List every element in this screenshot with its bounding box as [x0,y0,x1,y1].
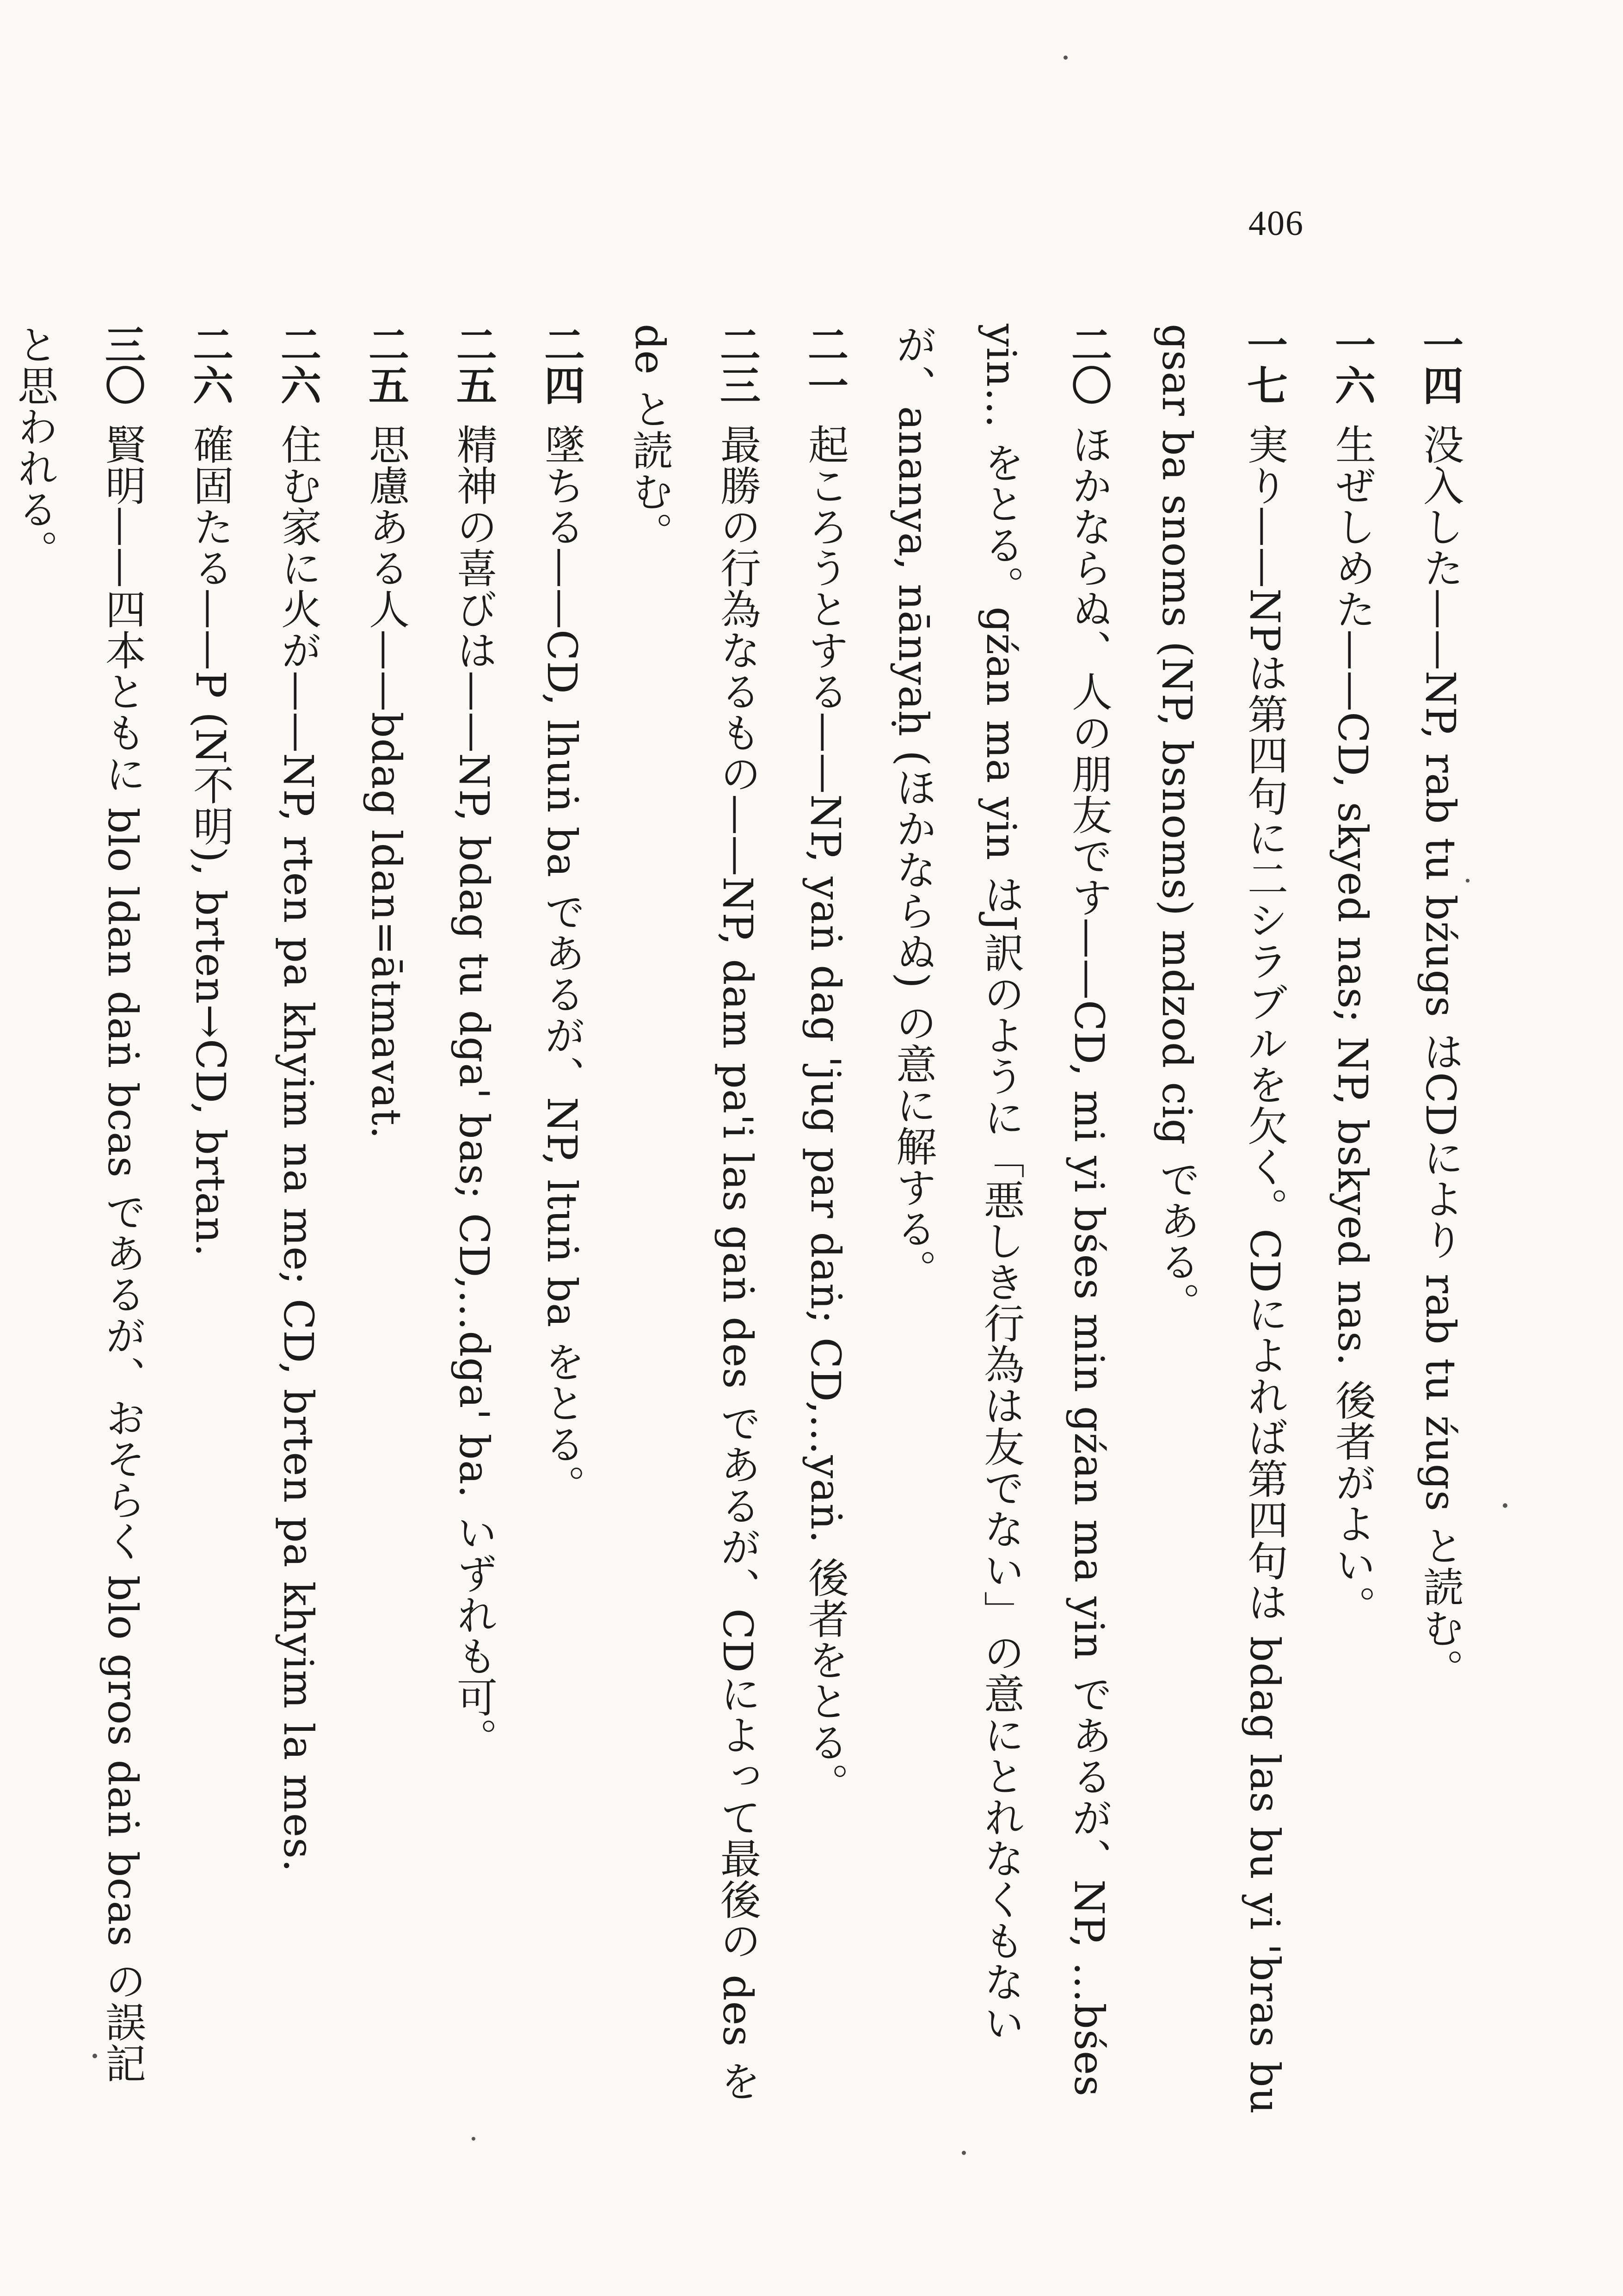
note-number: 一六 [1328,324,1377,405]
note-number: 二五 [362,324,410,405]
note-text: 実り——NPは第四句に二シラブルを欠く。CDによれば第四句は bdag las bu yi 'bras bu gsar ba snoms (NP, bsnoms) mdzod cig である。 [1153,324,1289,2115]
note-number: 二〇 [1065,324,1113,405]
note-number: 二三 [713,324,762,405]
note-text: 没入した——NP, rab tu bźugs はCDにより rab tu źugs と読む。 [1417,424,1464,1690]
note-text: 生ぜしめた——CD, skyed nas; NP, bskyed nas. 後者がよい。 [1329,424,1377,1627]
note-number: 一七 [1241,324,1289,405]
note-entry [518,324,606,2118]
note-number: 二四 [538,324,586,405]
scan-speck [1503,1503,1507,1508]
note-number: 二六 [186,324,234,405]
note-number: 一四 [1416,324,1464,405]
note-entry [254,324,342,2118]
note-entry [430,324,518,2118]
note-number: 二一 [801,324,849,405]
note-text: 墜ちる——CD, lhuṅ ba であるが、NP, ltuṅ ba をとる。 [538,424,586,1506]
note-text: 住む家に火が——NP, rten pa khyim na me; CD, brten pa khyim la mes. [275,424,322,1873]
note-entry [869,324,1133,2118]
note-number: 二六 [274,324,322,405]
scan-speck [1466,879,1469,883]
page-number: 406 [1248,204,1304,243]
note-entry [606,324,781,2118]
note-entry [1396,324,1484,2118]
note-text: 思慮ある人——bdag ldan=ātmavat. [363,424,410,1140]
note-text: 起ころうとする——NP, yaṅ dag 'jug par daṅ; CD,…yaṅ. 後者をとる。 [802,424,849,1804]
note-entry [1133,324,1309,2118]
note-text: 最勝の行為なるもの——NP, dam pa'i las gaṅ des であるが、CDによって最後の des を de と読む。 [626,324,762,2102]
note-text: 賢明——四本ともに blo ldan daṅ bcas であるが、おそらく blo gros daṅ bcas の誤記と思われる。 [11,324,147,2084]
note-text: ほかならぬ、人の朋友です——CD, mi yi bśes min gźan ma yin であるが、NP, …bśes yin… をとる。gźan ma yin はJ訳のように「悪しき行為は友でない」の意にとれなくもないが、ananya, nānyaḥ (ほかならぬ) の意に解する。 [890,324,1113,2097]
scan-speck [962,2151,966,2155]
note-entry [0,324,166,2118]
note-text: 確固たる——P (N不明), brten→CD, brtan. [187,424,234,1257]
note-number: 二五 [450,324,498,405]
note-entry [166,324,254,2118]
scan-speck [1064,56,1068,60]
note-entry [342,324,430,2118]
note-entry [781,324,869,2118]
note-number: 三〇 [98,324,147,405]
scan-speck [472,2137,475,2141]
note-text: 精神の喜びは——NP, bdag tu dga' bas; CD,…dga' ba. いずれも可。 [450,424,498,1759]
note-entry [1309,324,1396,2118]
scan-speck [92,2054,97,2058]
notes-column-block [11,324,1484,2118]
